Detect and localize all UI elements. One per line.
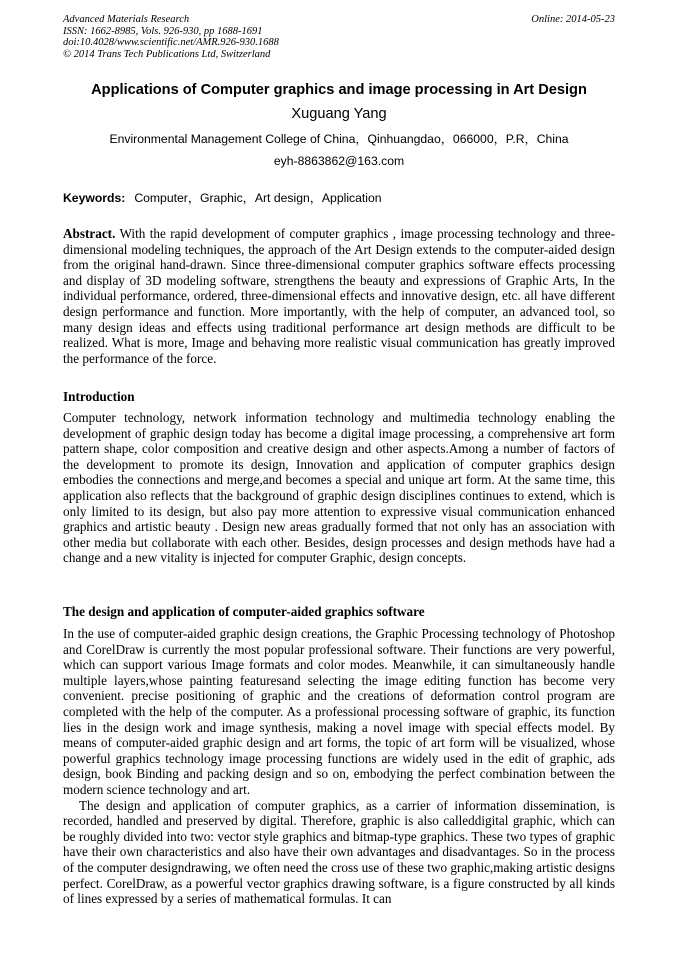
online-date xyxy=(531,14,615,26)
author-name: Xuguang Yang xyxy=(291,106,387,122)
introduction-body xyxy=(63,410,615,566)
section-heading-introduction: Introduction xyxy=(63,389,135,404)
keywords-line xyxy=(63,189,382,207)
doi-line: doi:10.4028/www.scientific.net/AMR.926-930.1688 xyxy=(63,37,279,48)
paragraph: The design and application of computer graphics, as a carrier of information dissemination, is recorded, handled and preserved by digital. Therefore, graphic is also calleddigital graphic, which can be roughly divided into two: vector style graphics and bitmap-type graphics. These two types of graphic have their own characteristics and also have their own advantages and disadvantages. So in the process of the computer designdrawing, we often need the cross use of these two graphic,making artistic designs perfect. CorelDraw, as a powerful vector graphics drawing software, is a figure constructed by all kinds of lines expressed by a series of mathematical formulas. It can xyxy=(63,797,615,907)
author-email: eyh-8863862@163.com xyxy=(273,154,405,168)
paragraph: In the use of computer-aided graphic design creations, the Graphic Processing technology of Photoshop and CorelDraw is currently the most popular professional software. Their functions are very powerful, which can support various Image formats and color modes. Meanwhile, it can simultaneously handle multiple layers,whose painting featuresand selecting the image editing function has become very convenient. precise positioning of graphic and the creations of deformation control program are completed with the help of the computer. As a professional processing software of graphic, its function lies in the design work and image synthesis, making a novel image with special effects model. By means of computer-aided graphic design and art forms, the topic of art form will be visualized, whose powerful graphics technology image processing functions are widely used in the edit of graphic, ads design, book Binding and packing design and so on, embodying the perfect combination between the modern science technology and art. xyxy=(63,626,615,797)
keywords-label: Keywords: xyxy=(63,191,126,205)
abstract-text: With the rapid development of computer graphics , image processing technology and three-dimensional modeling techniques, the approach of the Art Design extends to the computer-aided design from the original hand-drawn. Since three-dimensional computer graphics software effects processing and display of 3D modeling software, strengthens the beauty and expressions of Graphic Arts, In the individual performance, ordered, three-dimensional effects and innovative design, etc. all have different design performance and function. More importantly, with the help of computer, an advanced tool, so many design ideas and effects using traditional performance art design methods are difficult to be realized. What is more, Image and behaving more realistic visual communication has greatly improved the performance of the force. xyxy=(63,226,615,366)
design-application-body xyxy=(63,626,615,907)
affiliation: Environmental Management College of China，Qinhuangdao，066000，P.R，China xyxy=(109,132,569,146)
section-heading-design-application: The design and application of computer-aided graphics software xyxy=(63,604,425,619)
abstract xyxy=(63,226,615,366)
paper-title: Applications of Computer graphics and image processing in Art Design xyxy=(91,82,587,98)
abstract-label: Abstract. xyxy=(63,226,116,241)
journal-header xyxy=(63,14,279,60)
issn-line: ISSN: 1662-8985, Vols. 926-930, pp 1688-1691 xyxy=(63,25,263,37)
paragraph: Computer technology, network information technology and multimedia technology enabling the development of graphic design today has become a digital image processing, a comprehensive art form pattern shape, color composition and creative design and other aspects.Among a number of factors of the development to promote its design, Innovation and application of computer graphics design embodies the connections and merge,and becomes a special and unique art form. At the same time, this application also reflects that the background of graphic design disciplines continues to extend, which is only limited to its design, but also pay more attention to expressive visual communication enhanced graphics and artistic beauty . Design new areas gradually formed that not only has an association with other media but collaborate with each other. Besides, design processes and design methods have had a change and a new vitality is injected for computer Graphic, design concepts. xyxy=(63,410,615,566)
copyright-line: © 2014 Trans Tech Publications Ltd, Switzerland xyxy=(63,48,271,60)
keywords-text: Computer，Graphic，Art design，Application xyxy=(134,191,382,205)
online-date-text: Online: 2014-05-23 xyxy=(531,14,615,25)
journal-name: Advanced Materials Research xyxy=(63,14,190,25)
